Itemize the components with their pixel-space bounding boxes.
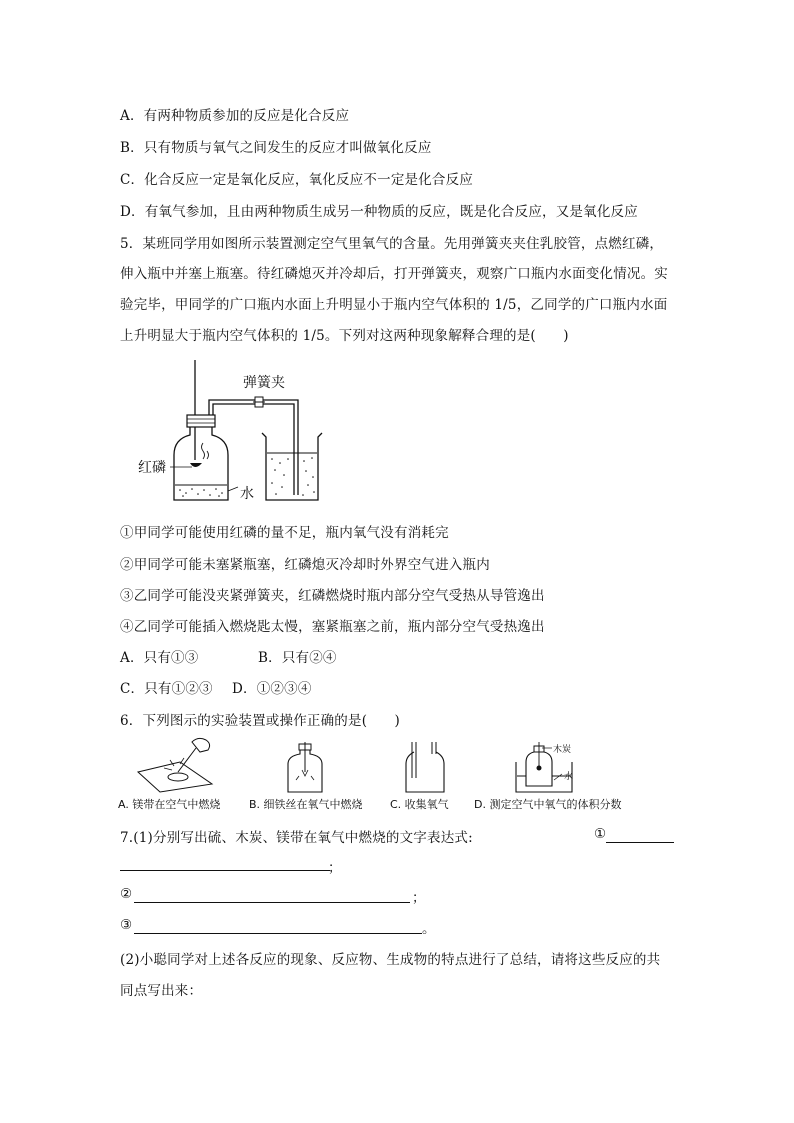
q7-end-2: ； <box>412 890 426 906</box>
q7-end-1: ； <box>328 860 342 876</box>
q5-statement-3: ③乙同学可能没夹紧弹簧夹，红磷燃烧时瓶内部分空气受热从导管逸出 <box>120 588 545 604</box>
q6-d-label-charcoal: 木炭 <box>553 745 572 755</box>
q7-mark-2: ② <box>120 886 133 902</box>
q5-stem-line-4: 上升明显大于瓶内空气体积的 1/5。下列对这两种现象解释合理的是( ) <box>120 328 569 344</box>
q4-option-c: C．化合反应一定是氧化反应，氧化反应不一定是化合反应 <box>120 172 474 188</box>
q4-option-d: D．有氧气参加，且由两种物质生成另一种物质的反应，既是化合反应，又是氧化反应 <box>120 204 638 220</box>
q7-answer-blank-1a[interactable] <box>606 842 674 843</box>
q6-caption-d: D. 测定空气中氧气的体积分数 <box>474 798 622 811</box>
q5-option-a: A．只有①③ <box>120 650 199 666</box>
label-spring-clamp: 弹簧夹 <box>243 375 285 391</box>
label-water: 水 <box>240 486 254 502</box>
q6-figure-b <box>282 742 332 794</box>
q6-stem: 6．下列图示的实验装置或操作正确的是( ) <box>120 713 401 729</box>
q5-statement-2: ②甲同学可能未塞紧瓶塞，红磷熄灭冷却时外界空气进入瓶内 <box>120 557 490 573</box>
q7-part2-line-1: (2)小聪同学对上述各反应的现象、反应物、生成物的特点进行了总结，请将这些反应的共 <box>120 952 661 968</box>
q4-option-a: A．有两种物质参加的反应是化合反应 <box>120 108 350 124</box>
q7-mark-3: ③ <box>120 917 133 933</box>
q5-stem-line-1: 5．某班同学用如图所示装置测定空气里氧气的含量。先用弹簧夹夹住乳胶管，点燃红磷， <box>120 236 664 252</box>
q6-d-label-water: 水 <box>564 772 574 782</box>
q4-option-b: B．只有物质与氧气之间发生的反应才叫做氧化反应 <box>120 140 432 156</box>
q5-option-c: C．只有①②③ <box>120 681 213 697</box>
q7-part1: 7.(1)分别写出硫、木炭、镁带在氧气中燃烧的文字表达式: <box>120 830 473 846</box>
q5-statement-4: ④乙同学可能插入燃烧匙太慢，塞紧瓶塞之前，瓶内部分空气受热逸出 <box>120 619 545 635</box>
q7-answer-blank-1b[interactable] <box>120 870 330 871</box>
q7-answer-blank-3[interactable] <box>134 933 422 934</box>
q6-figure-a <box>130 732 220 794</box>
q5-stem-line-2: 伸入瓶中并塞上瓶塞。待红磷熄灭并冷却后，打开弹簧夹，观察广口瓶内水面变化情况。实 <box>120 266 668 282</box>
q6-figure-c <box>402 742 452 794</box>
q7-mark-1: ① <box>594 826 607 842</box>
q6-caption-a: A. 镁带在空气中燃烧 <box>118 798 221 811</box>
q6-caption-c: C. 收集氧气 <box>390 798 449 811</box>
q5-statement-1: ①甲同学可能使用红磷的量不足，瓶内氧气没有消耗完 <box>120 525 449 541</box>
q6-caption-b: B. 细铁丝在氧气中燃烧 <box>249 798 363 811</box>
label-red-phosphorus: 红磷 <box>138 460 166 476</box>
q5-option-d: D．①②③④ <box>232 681 312 697</box>
q5-stem-line-3: 验完毕，甲同学的广口瓶内水面上升明显小于瓶内空气体积的 1/5，乙同学的广口瓶内水面 <box>120 297 668 313</box>
q6-figure-d <box>512 742 582 794</box>
q7-end-3: 。 <box>422 921 436 937</box>
q5-option-b: B．只有②④ <box>258 650 337 666</box>
q7-part2-line-2: 同点写出来： <box>120 983 203 999</box>
q7-answer-blank-2[interactable] <box>134 902 410 903</box>
